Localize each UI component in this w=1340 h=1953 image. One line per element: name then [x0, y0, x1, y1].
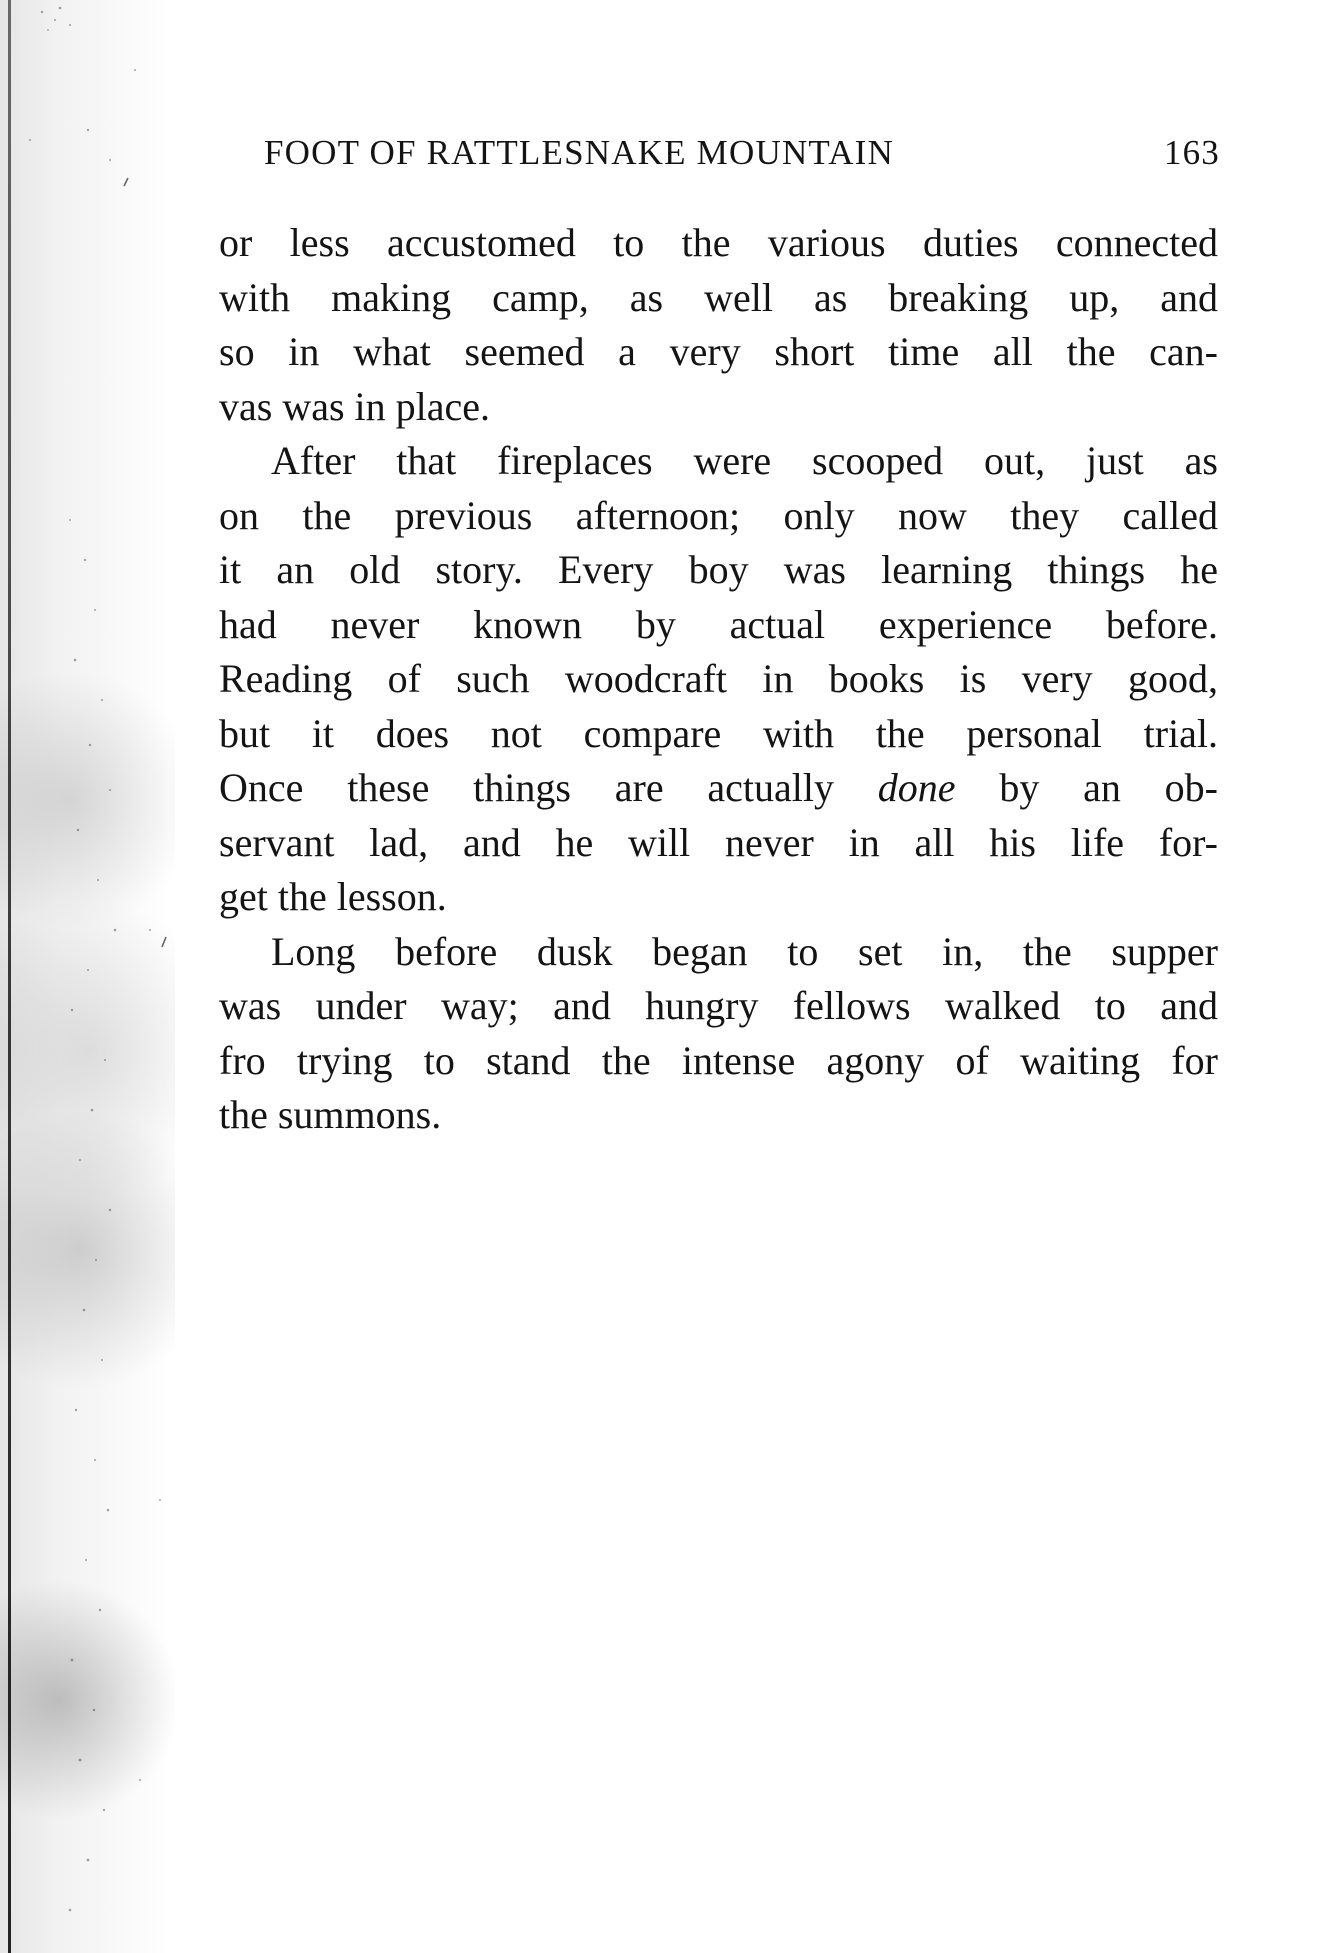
text-fragment: Once these things are actually	[219, 765, 878, 810]
text-line: servant lad, and he will never in all his life for-	[219, 819, 1218, 865]
text-line: Reading of such woodcraft in books is very good,	[219, 656, 1218, 701]
page-header	[264, 128, 1220, 178]
text-line: get the lesson.	[219, 874, 447, 919]
text-line: with making camp, as well as breaking up, and	[219, 274, 1218, 320]
running-head: FOOT OF RATTLESNAKE MOUNTAIN	[264, 133, 895, 172]
text-line: After that fireplaces were scooped out, just as	[271, 438, 1218, 483]
text-line: fro trying to stand the intense agony of waiting for	[219, 1037, 1218, 1083]
body-text	[219, 216, 1218, 1143]
paragraph	[219, 434, 1218, 925]
text-line: on the previous afternoon; only now they called	[219, 492, 1218, 538]
text-line: or less accustomed to the various duties connected	[219, 220, 1218, 265]
text-line: but it does not compare with the personal trial.	[219, 710, 1218, 756]
paragraph	[219, 216, 1218, 434]
text-line: Long before dusk began to set in, the supper	[271, 928, 1218, 974]
scan-noise	[0, 0, 200, 1953]
text-fragment: by an ob-	[955, 765, 1218, 810]
text-line: vas was in place.	[219, 383, 491, 429]
text-line: the summons.	[219, 1092, 442, 1137]
text-line: so in what seemed a very short time all the can-	[219, 329, 1218, 374]
paragraph	[219, 925, 1218, 1143]
text-line-with-italic	[219, 761, 1218, 816]
page-number: 163	[1163, 133, 1220, 172]
text-line: it an old story. Every boy was learning things he	[219, 547, 1218, 592]
text-line: had never known by actual experience before.	[219, 601, 1218, 647]
text-line: was under way; and hungry fellows walked to and	[219, 983, 1218, 1028]
italic-word: done	[877, 765, 956, 810]
